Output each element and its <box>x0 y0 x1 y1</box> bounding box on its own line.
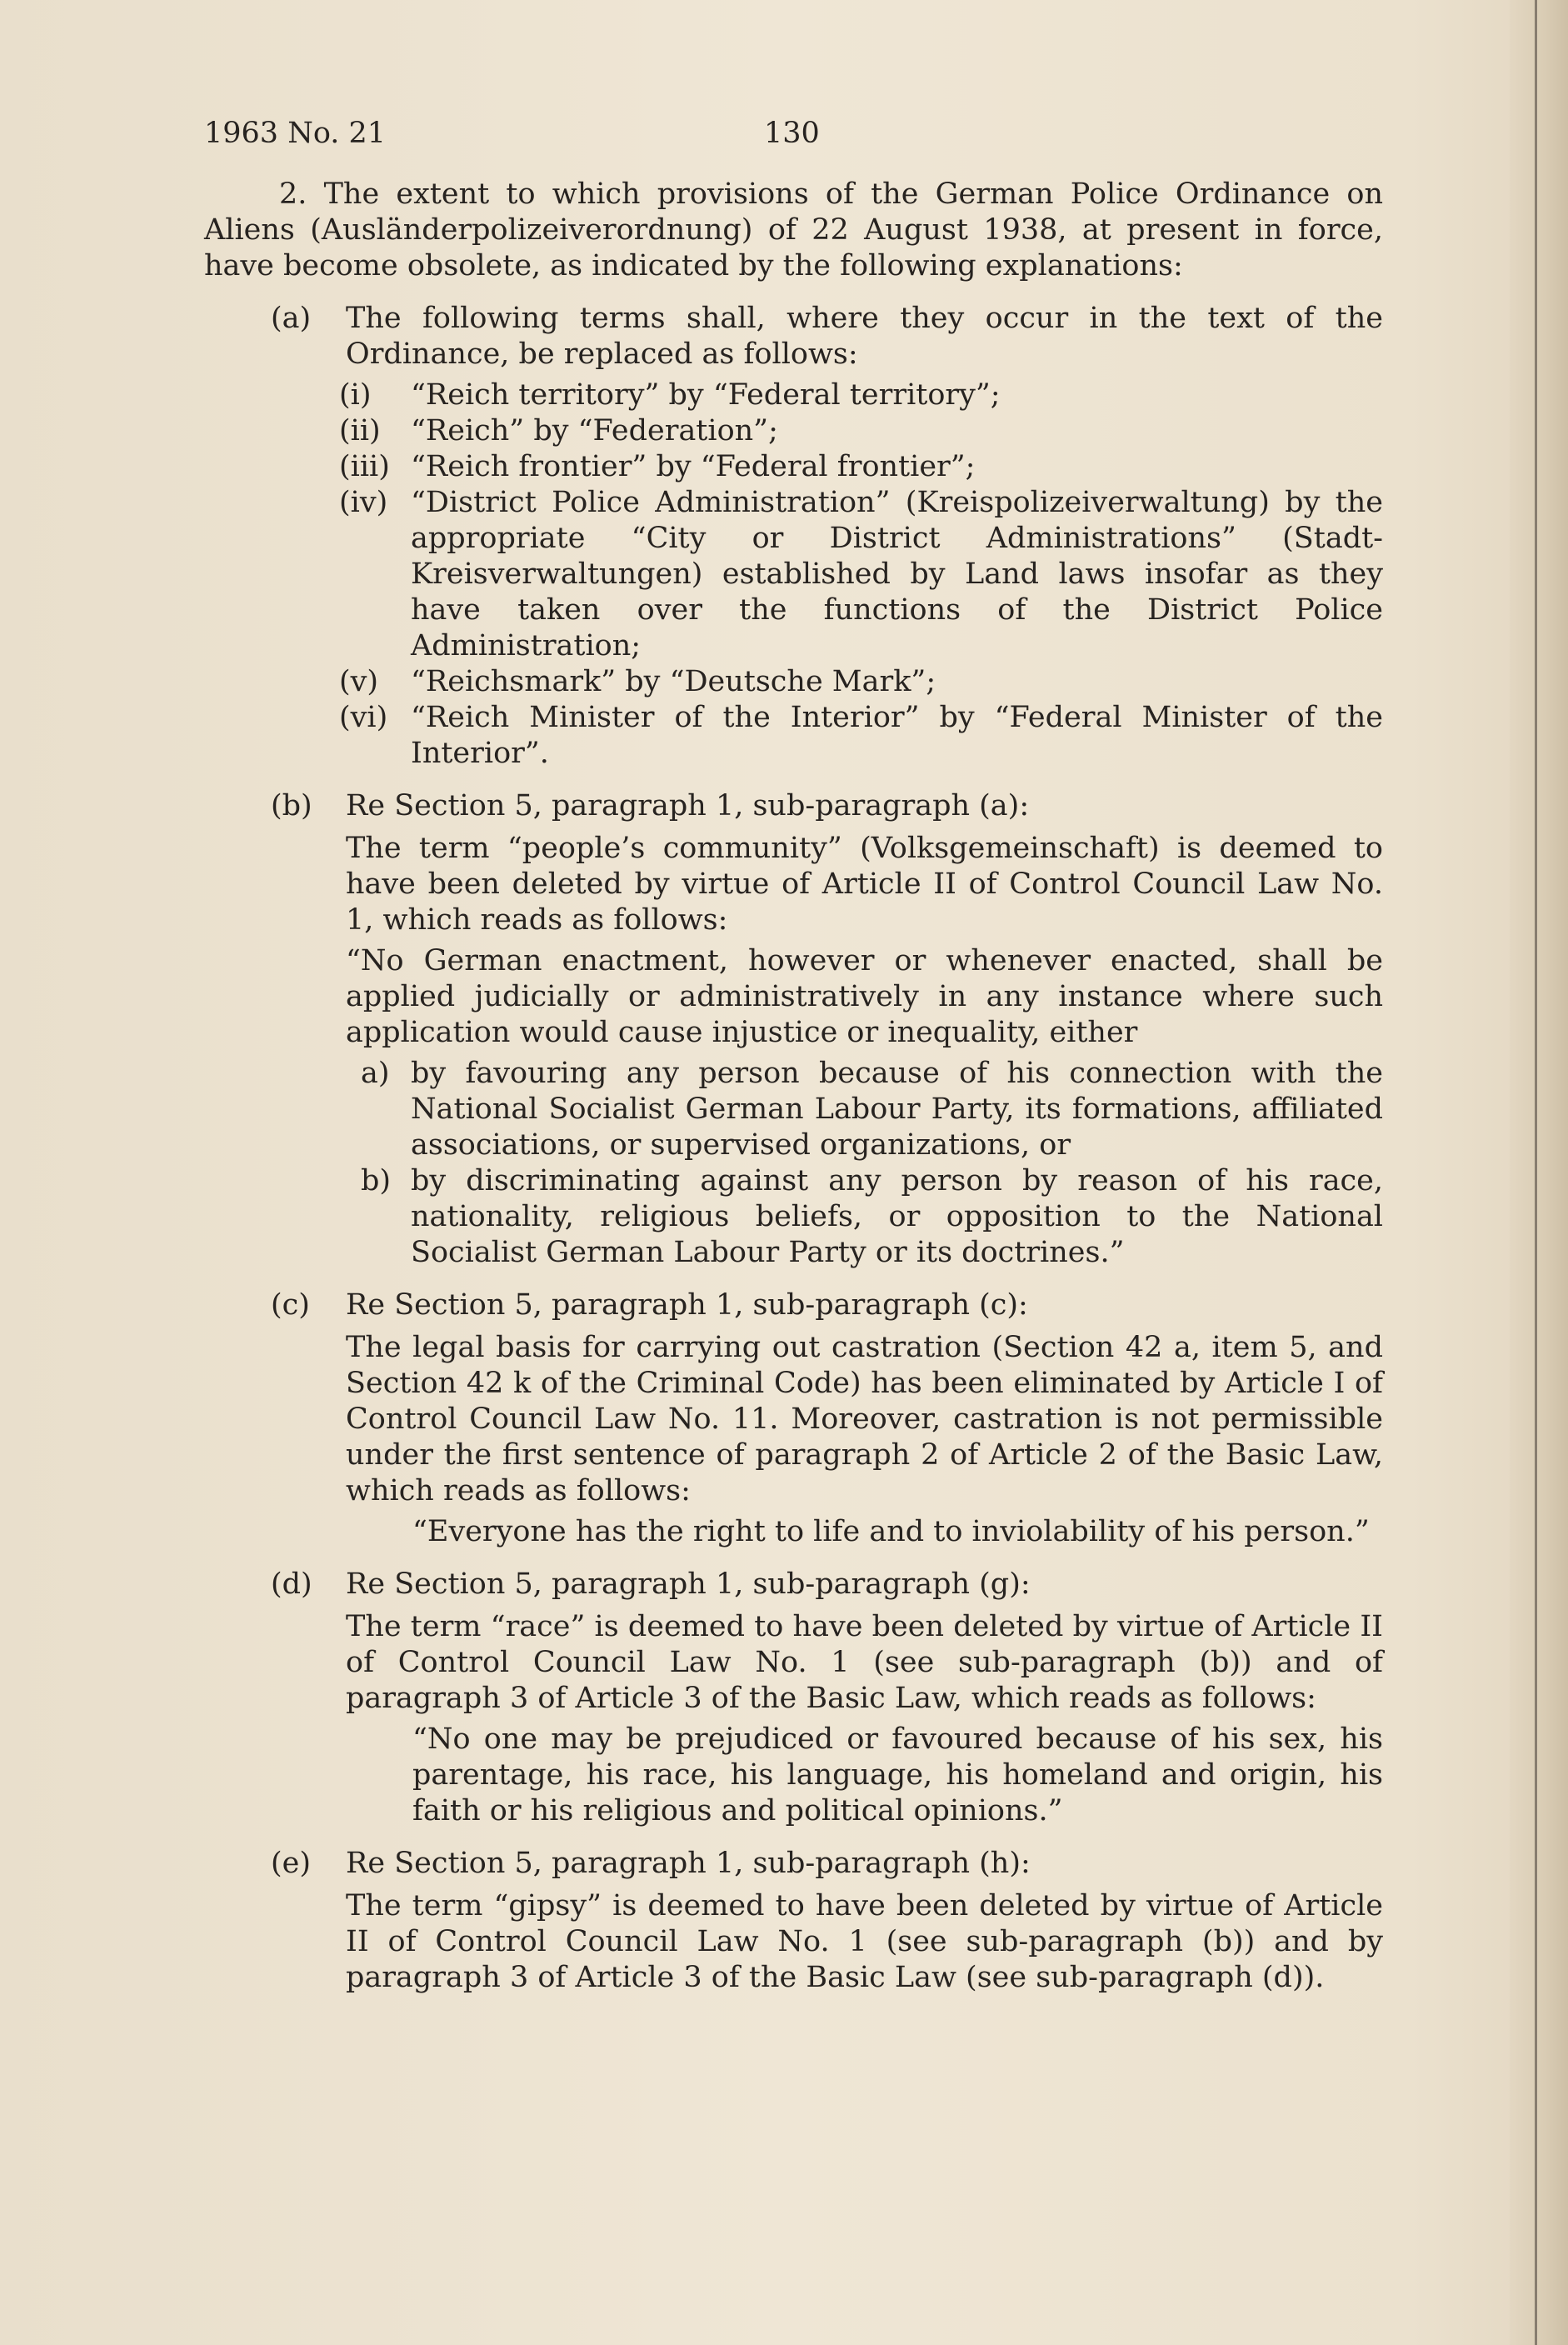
document-body <box>204 177 1383 2012</box>
section-a-text: The following terms shall, where they occur in the text of the Ordinance, be replaced as follows: <box>346 302 1383 371</box>
item-label: a) <box>361 1057 390 1090</box>
section-d-text: The term “race” is deemed to have been deleted by virtue of Article II of Control Council Law No. 1 (see sub-paragraph (b)) and of paragraph 3 of Article 3 of the Basic Law, which reads as follows: <box>346 1610 1383 1715</box>
section-e-text: The term “gipsy” is deemed to have been deleted by virtue of Article II of Control Council Law No. 1 (see sub-paragraph (b)) and by paragraph 3 of Article 3 of the Basic Law (see sub-paragraph (d)). <box>346 1889 1383 1994</box>
sub-label: (v) <box>339 665 379 698</box>
item-text: by discriminating against any person by reason of his race, nationality, religious beliefs, or opposition to the National Socialist German Labour Party or its doctrines.” <box>411 1164 1383 1269</box>
section-a-sub-vi <box>204 700 1383 772</box>
section-c-label: (c) <box>271 1288 310 1322</box>
section-c <box>204 1288 1383 1550</box>
section-a <box>204 301 1383 772</box>
section-d-quote: “No one may be prejudiced or favoured because of his sex, his parentage, his race, his language, his homeland and origin, his faith or his religious and political opinions.” <box>412 1722 1383 1828</box>
sub-text: “Reich” by “Federation”; <box>411 414 778 448</box>
sub-label: (ii) <box>339 414 381 448</box>
section-b <box>204 788 1383 1271</box>
section-a-label: (a) <box>271 302 312 335</box>
page-edge-line <box>1535 0 1537 2345</box>
section-b-item-b <box>346 1163 1383 1271</box>
sub-label: (vi) <box>339 701 388 734</box>
section-b-label: (b) <box>271 789 312 822</box>
section-d-heading: Re Section 5, paragraph 1, sub-paragraph (g): <box>346 1568 1031 1601</box>
section-c-quote: “Everyone has the right to life and to inviolability of his person.” <box>412 1515 1370 1548</box>
page-edge <box>1510 0 1568 2345</box>
section-b-heading: Re Section 5, paragraph 1, sub-paragraph (a): <box>346 789 1030 822</box>
section-e <box>204 1846 1383 1996</box>
page-header <box>204 117 1376 158</box>
section-c-text: The legal basis for carrying out castration (Section 42 a, item 5, and Section 42 k of the Criminal Code) has been eliminated by Article I of Control Council Law No. 11. Moreover, castration is not permissible under the first sentence of paragraph 2 of Article 2 of the Basic Law, which reads as follows: <box>346 1331 1383 1508</box>
section-d-label: (d) <box>271 1568 312 1601</box>
header-year-number: 1963 No. 21 <box>204 117 387 150</box>
sub-text: “Reichsmark” by “Deutsche Mark”; <box>411 665 936 698</box>
section-a-sub-v <box>204 664 1383 700</box>
section-a-sub-iv <box>204 485 1383 664</box>
section-a-sub-iii <box>204 449 1383 485</box>
section-a-sub-ii <box>204 413 1383 449</box>
section-d <box>204 1567 1383 1829</box>
section-c-heading: Re Section 5, paragraph 1, sub-paragraph (c): <box>346 1288 1028 1322</box>
section-e-label: (e) <box>271 1847 312 1880</box>
section-a-sub-i <box>204 378 1383 413</box>
item-label: b) <box>361 1164 392 1198</box>
sub-text: “District Police Administration” (Kreispolizeiverwaltung) by the appropriate “City or District Administrations” (Stadt-Kreisverwaltungen) established by Land laws insofar as they have taken over the functions of the District Police Administration; <box>411 486 1383 662</box>
sub-text: “Reich frontier” by “Federal frontier”; <box>411 450 976 483</box>
sub-text: “Reich Minister of the Interior” by “Federal Minister of the Interior”. <box>411 701 1383 770</box>
intro-paragraph: 2. The extent to which provisions of the German Police Ordinance on Aliens (Ausländerpolizeiverordnung) of 22 August 1938, at present in force, have become obsolete, as indicated by the following explanations: <box>204 178 1383 282</box>
section-e-heading: Re Section 5, paragraph 1, sub-paragraph (h): <box>346 1847 1031 1880</box>
section-b-item-a <box>346 1056 1383 1163</box>
header-page-number: 130 <box>764 117 820 150</box>
section-b-quote: “No German enactment, however or whenever enacted, shall be applied judicially or administratively in any instance where such application would cause injustice or inequality, either <box>346 944 1383 1049</box>
sub-label: (iv) <box>339 486 388 519</box>
sub-label: (iii) <box>339 450 390 483</box>
item-text: by favouring any person because of his connection with the National Socialist German Labour Party, its formations, affiliated associations, or supervised organizations, or <box>411 1057 1383 1162</box>
section-b-text: The term “people’s community” (Volksgemeinschaft) is deemed to have been deleted by virtue of Article II of Control Council Law No. 1, which reads as follows: <box>346 832 1383 937</box>
sub-text: “Reich territory” by “Federal territory”; <box>411 378 1001 412</box>
sub-label: (i) <box>339 378 372 412</box>
